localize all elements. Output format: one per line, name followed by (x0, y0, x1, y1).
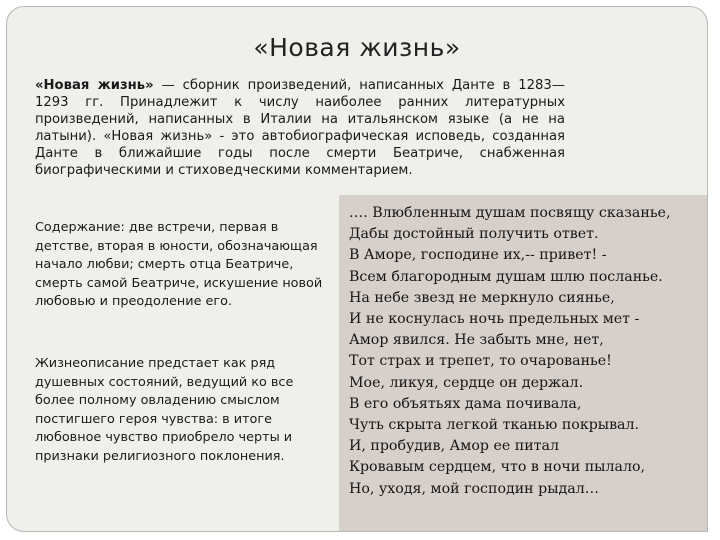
poem-line: В Аморе, господине их,-- привет! - (349, 247, 607, 264)
poem-line: …. Влюбленным душам посвящу сказанье, (349, 205, 671, 221)
poem-line: И не коснулась ночь предельных мет - (349, 311, 640, 328)
poem-line: И, пробудив, Амор ее питал (349, 438, 560, 455)
slide (6, 6, 708, 532)
poem-line: Тот страх и трепет, то очарованье! (349, 353, 612, 370)
poem-line: В его объятьях дама почивала, (349, 395, 582, 412)
intro-text: — сборник произведений, написанных Данте в 1283—1293 гг. Принадлежит к числу наиболее ранних литературных произведений, написанных в Италии на итальянском языке (а не на латыни). «Новая жизнь» - это автобиографическая исповедь, созданная Данте в ближайшие годы после смерти Беатриче, снабженная биографическими и стиховедческими комментарием. (35, 78, 565, 178)
intro-paragraph (35, 77, 565, 179)
poem-line: Мое, ликуя, сердце он держал. (349, 374, 584, 391)
poem-line: Но, уходя, мой господин рыдал… (349, 480, 599, 497)
poem-line: Чуть скрыта легкой тканью покрывал. (349, 417, 640, 434)
poem-line: Всем благородным душам шлю посланье. (349, 268, 663, 285)
poem-line: Дабы достойный получить ответ. (349, 226, 599, 243)
poem-line: Кровавым сердцем, что в ночи пылало, (349, 459, 646, 476)
poem-line: Амор явился. Не забыть мне, нет, (349, 332, 604, 349)
biography-paragraph: Жизнеописание предстает как ряд душевных состояний, ведущий ко все более полному овладению смыслом постигшего героя чувства: в итоге любовное чувство приобрело черты и признаки религиозного поклонения. (35, 356, 294, 464)
poem-line: На небе звезд не меркнуло сиянье, (349, 289, 615, 306)
intro-bold-term: «Новая жизнь» (35, 78, 154, 93)
poem-box (339, 195, 708, 532)
slide-title: «Новая жизнь» (253, 33, 461, 62)
content-paragraph: Содержание: две встречи, первая в детстве, вторая в юности, обозначающая начало любви; смерть отца Беатриче, смерть самой Беатриче, искушение новой любовью и преодоление его. (35, 220, 323, 309)
